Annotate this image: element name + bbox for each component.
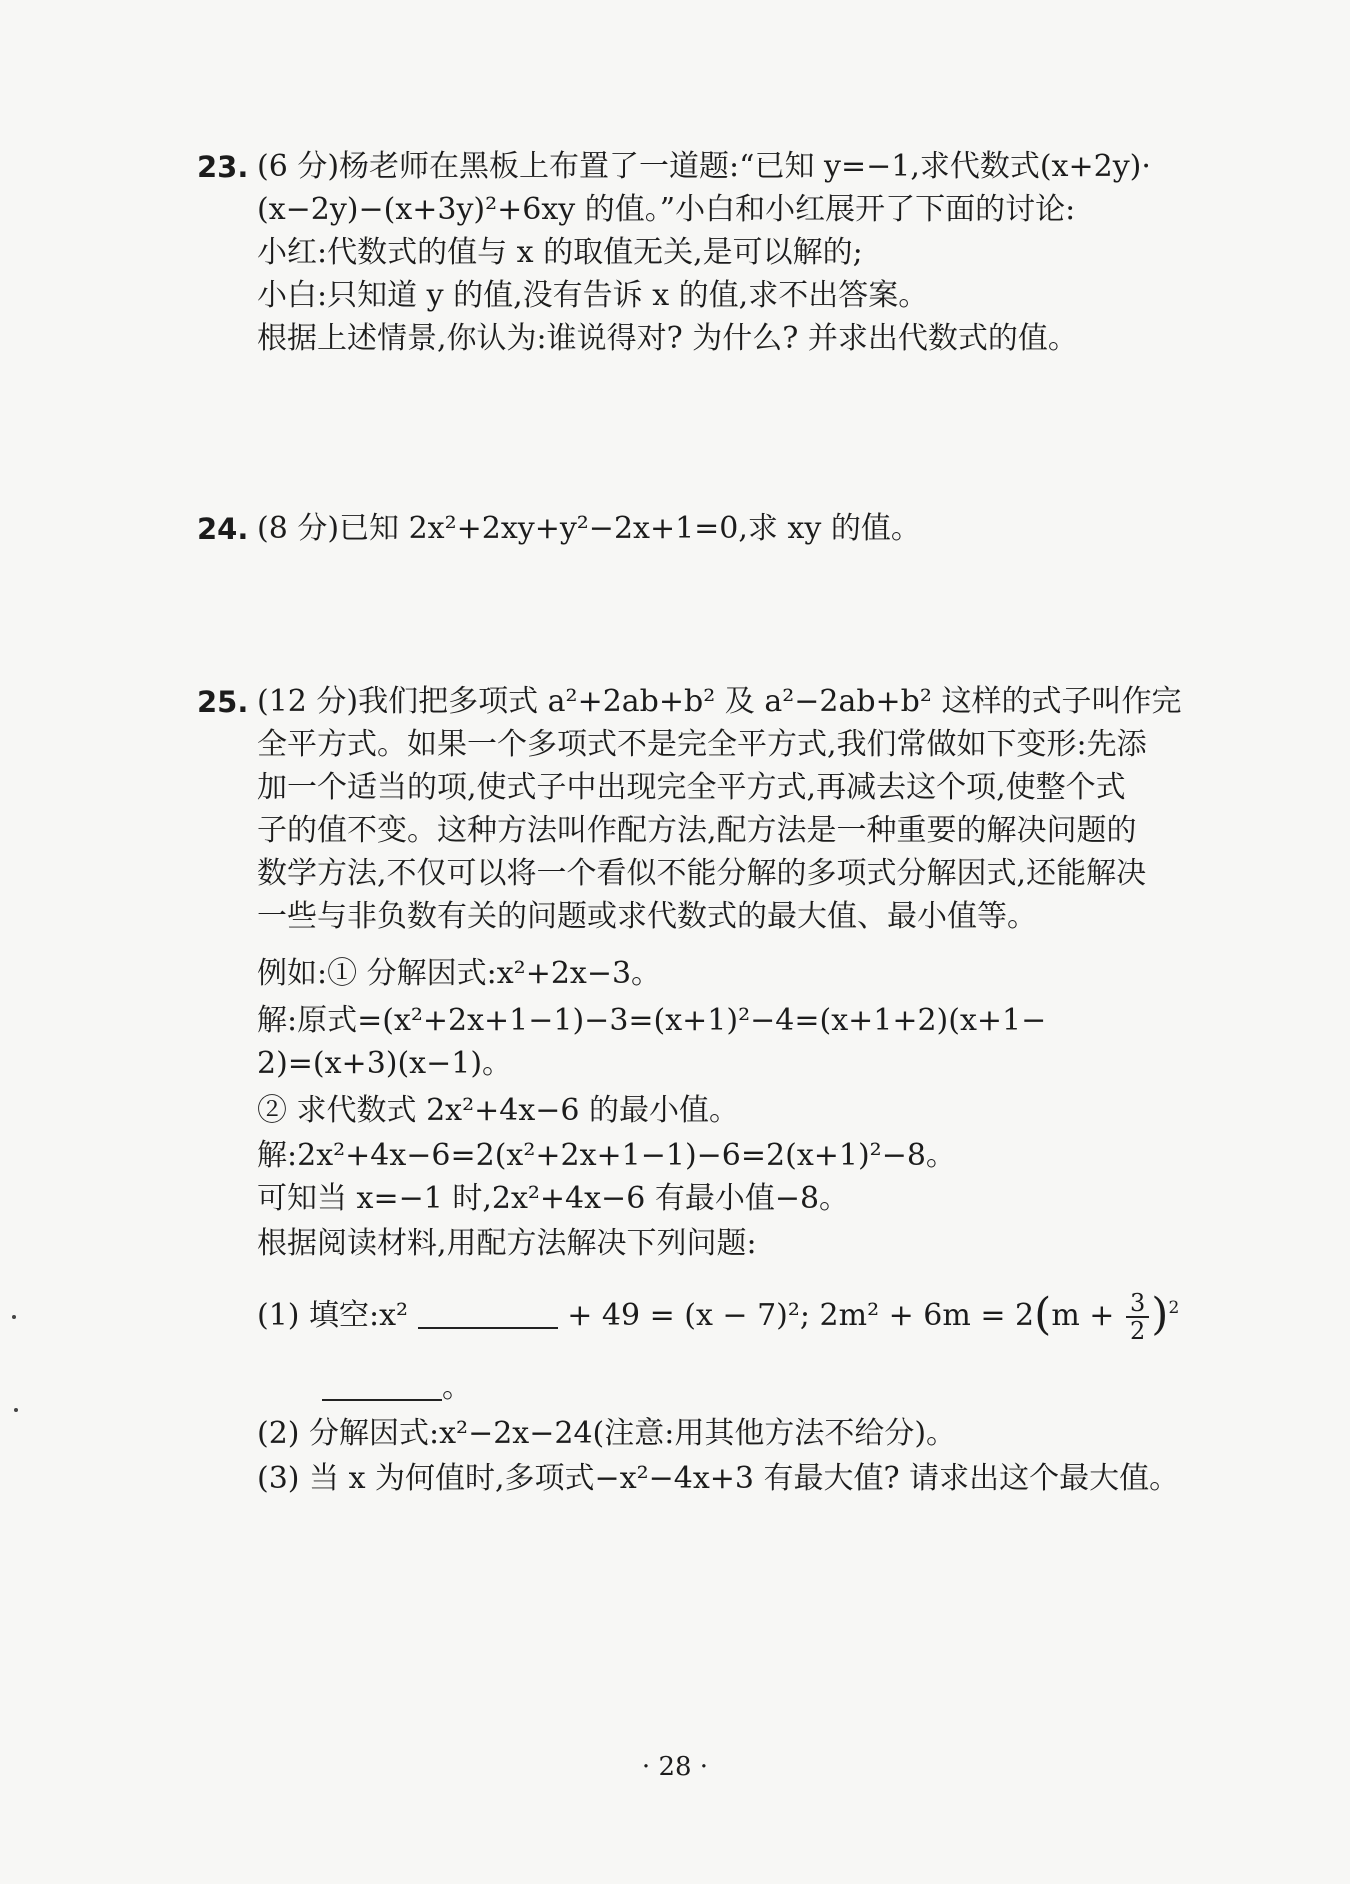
q23-line-5: 根据上述情景,你认为:谁说得对? 为什么? 并求出代数式的值。 [257,321,1078,356]
q25-sub3: (3) 当 x 为何值时,多项式−x²−4x+3 有最大值? 请求出这个最大值。 [257,1461,1180,1496]
q23-line-2: (x−2y)−(x+3y)²+6xy 的值。”小白和小红展开了下面的讨论: [257,192,1076,227]
scan-speck [14,1408,18,1412]
q25-line-4: 子的值不变。这种方法叫作配方法,配方法是一种重要的解决问题的 [257,813,1137,848]
q23-number: 23. [197,150,249,184]
q25-conclusion: 可知当 x=−1 时,2x²+4x−6 有最小值−8。 [257,1181,850,1216]
q24-number: 24. [197,512,249,546]
page-number: · 28 · [641,1752,709,1782]
q25-sub1-continued [322,1366,472,1410]
q25-solution-2: 解:2x²+4x−6=2(x²+2x+1−1)−6=2(x+1)²−8。 [257,1138,956,1173]
right-paren: ) [1151,1289,1169,1340]
q25-line-5: 数学方法,不仅可以将一个看似不能分解的多项式分解因式,还能解决 [257,856,1147,891]
q25-sub1-tail: 。 [442,1370,472,1405]
q25-sub1-middle: + 49 = (x − 7)²; 2m² + 6m = 2 [567,1298,1035,1333]
square-exponent: 2 [1168,1298,1180,1318]
q25-line-2: 全平方式。如果一个多项式不是完全平方式,我们常做如下变形:先添 [257,727,1147,762]
q25-solution-1b: 2)=(x+3)(x−1)。 [257,1046,513,1081]
q25-sub1 [257,1290,1179,1344]
left-paren: ( [1034,1289,1052,1340]
q25-sub1-paren-inner: m + [1051,1298,1115,1333]
q24-text: (8 分)已知 2x²+2xy+y²−2x+1=0,求 xy 的值。 [257,511,921,546]
q25-example-1: 例如:① 分解因式:x²+2x−3。 [257,956,662,991]
answer-blank-1[interactable] [418,1299,558,1329]
q25-example-2: ② 求代数式 2x²+4x−6 的最小值。 [257,1093,740,1128]
q23-line-3: 小红:代数式的值与 x 的取值无关,是可以解的; [257,235,863,270]
fraction-denominator: 2 [1129,1317,1146,1345]
q23-line-4: 小白:只知道 y 的值,没有告诉 x 的值,求不出答案。 [257,278,929,313]
q23-line-1: (6 分)杨老师在黑板上布置了一道题:“已知 y=−1,求代数式(x+2y)· [257,149,1151,184]
q25-sub1-prefix: (1) 填空:x² [257,1298,409,1333]
q25-number: 25. [197,685,249,719]
q25-line-6: 一些与非负数有关的问题或求代数式的最大值、最小值等。 [257,899,1037,934]
answer-blank-2[interactable] [322,1371,442,1401]
q25-line-1: (12 分)我们把多项式 a²+2ab+b² 及 a²−2ab+b² 这样的式子叫作完 [257,684,1182,719]
q25-line-3: 加一个适当的项,使式子中出现完全平方式,再减去这个项,使整个式 [257,770,1126,805]
scan-speck [12,1315,16,1319]
fraction-numerator: 3 [1126,1290,1149,1318]
q25-sub2: (2) 分解因式:x²−2x−24(注意:用其他方法不给分)。 [257,1416,957,1451]
fraction [1126,1290,1149,1344]
q25-solution-1a: 解:原式=(x²+2x+1−1)−3=(x+1)²−4=(x+1+2)(x+1− [257,1003,1047,1038]
q25-instruction: 根据阅读材料,用配方法解决下列问题: [257,1226,757,1261]
